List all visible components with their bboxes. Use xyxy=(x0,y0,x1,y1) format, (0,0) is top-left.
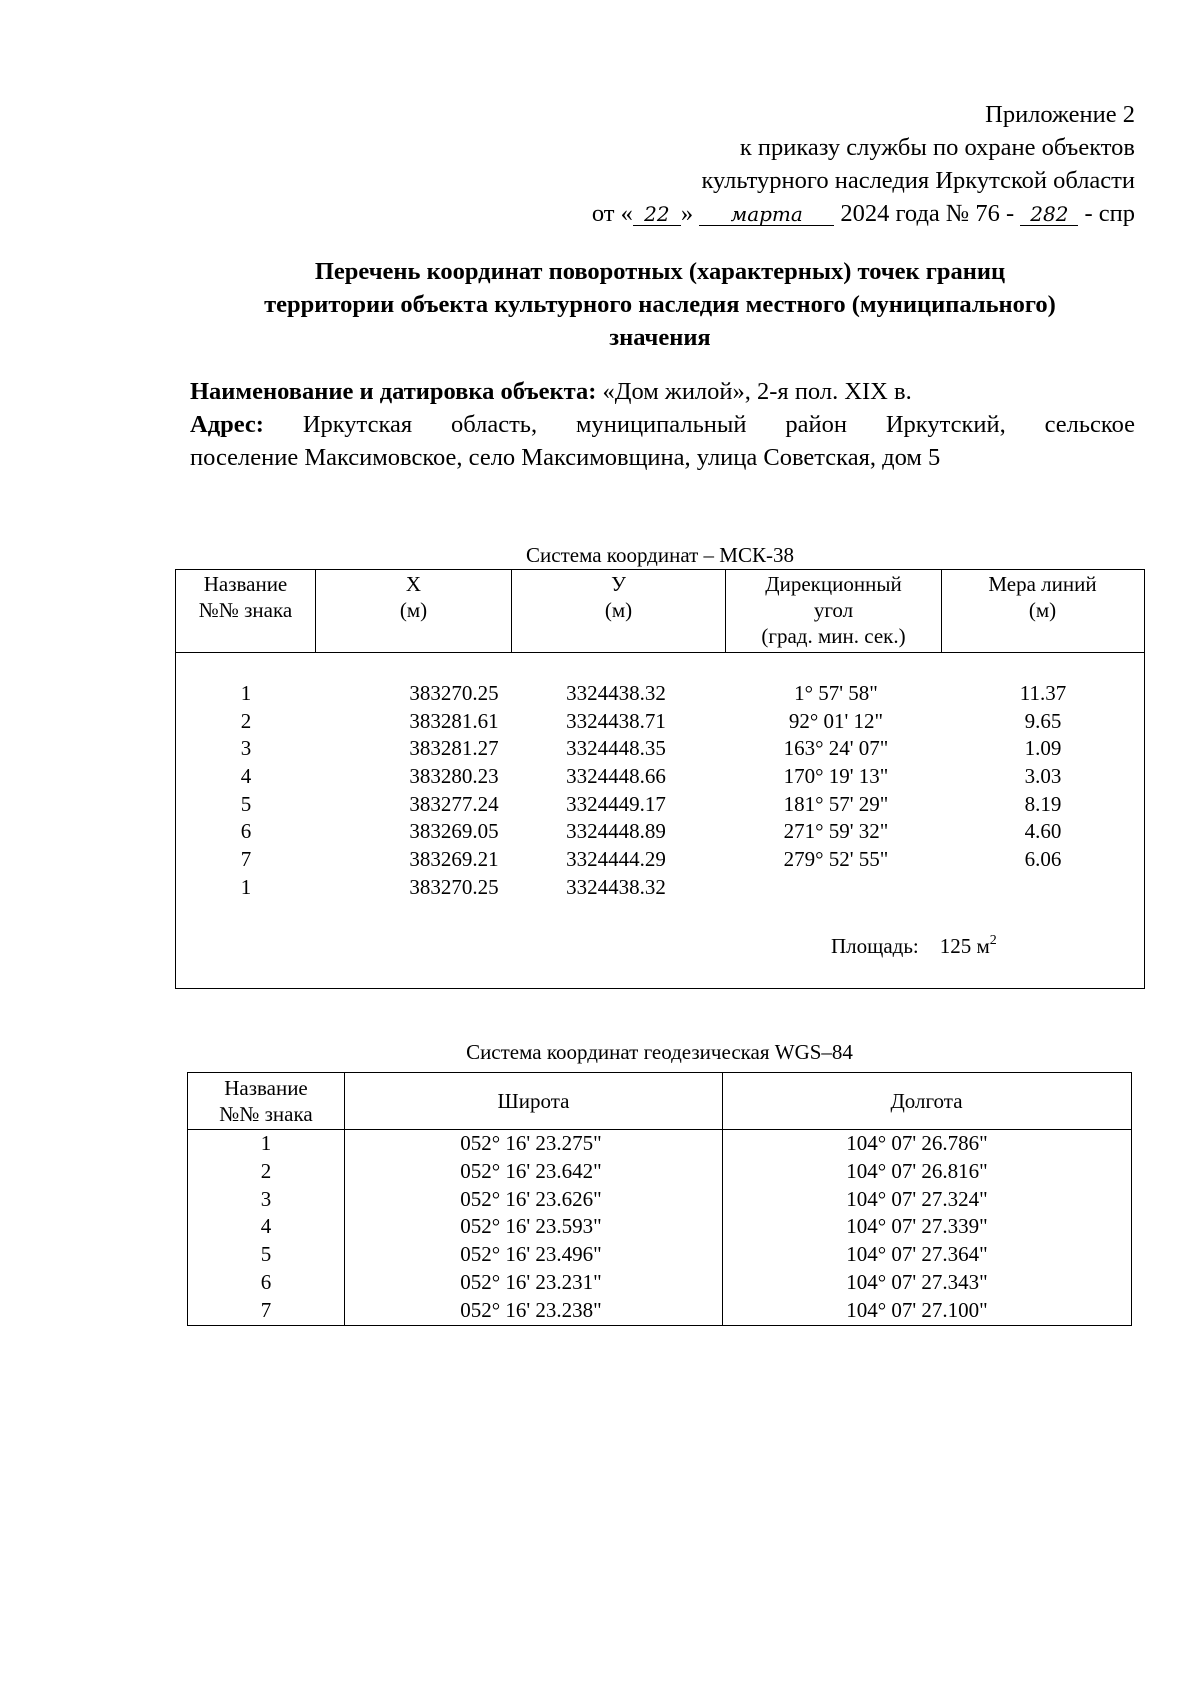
point-number: 3 xyxy=(240,736,252,761)
header-text: угол xyxy=(813,598,854,622)
point-number: 7 xyxy=(240,847,252,872)
table-row xyxy=(176,791,1144,819)
x-coordinate: 383281.27 xyxy=(409,736,499,761)
point-number: 1 xyxy=(240,874,252,899)
table-row xyxy=(188,1213,1131,1241)
object-address-label: Адрес: xyxy=(190,411,264,438)
wgs-table-body xyxy=(188,1130,1131,1325)
table-row xyxy=(176,874,1144,902)
header-point-name xyxy=(176,570,316,652)
object-address-value-2: поселение Максимовское, село Максимовщина, улица Советская, дом 5 xyxy=(190,444,941,471)
line-length: 4.60 xyxy=(1024,819,1062,844)
latitude: 052° 16' 23.496" xyxy=(460,1242,602,1267)
appendix-agency: культурного наследия Иркутской области xyxy=(701,167,1135,194)
object-address-value-1: Иркутская область, муниципальный район Иркутский, сельское xyxy=(302,411,1135,438)
header-text: (м) xyxy=(399,598,428,622)
msk-coordinates-table xyxy=(175,569,1145,989)
msk-table-body xyxy=(176,680,1144,902)
directional-angle: 181° 57' 29" xyxy=(783,791,889,816)
line-length: 8.19 xyxy=(1024,791,1062,816)
title-line-2: территории объекта культурного наследия местного (муниципального) xyxy=(264,291,1056,318)
line-length: 9.65 xyxy=(1024,708,1062,733)
y-coordinate: 3324438.32 xyxy=(566,874,666,899)
object-name-value: «Дом жилой», 2-я пол. XIX в. xyxy=(602,378,912,405)
header-text: У xyxy=(611,572,626,596)
object-address-row xyxy=(190,408,1135,441)
handwritten-day: 22 xyxy=(633,203,681,226)
latitude: 052° 16' 23.231" xyxy=(460,1269,602,1294)
area-label: Площадь: xyxy=(831,934,919,958)
appendix-title: Приложение 2 xyxy=(985,101,1135,128)
msk-table-caption: Система координат – МСК-38 xyxy=(526,543,794,567)
header-text: (м) xyxy=(604,598,633,622)
x-coordinate: 383269.21 xyxy=(409,847,499,872)
handwritten-order-number: 282 xyxy=(1020,203,1078,226)
y-coordinate: 3324438.32 xyxy=(566,681,666,705)
directional-angle: 279° 52' 55" xyxy=(783,847,889,872)
latitude: 052° 16' 23.238" xyxy=(460,1297,602,1322)
point-number: 5 xyxy=(240,791,252,816)
y-coordinate: 3324444.29 xyxy=(566,847,666,872)
directional-angle: 271° 59' 32" xyxy=(783,819,889,844)
x-coordinate: 383280.23 xyxy=(409,764,499,789)
object-name-label: Наименование и датировка объекта: xyxy=(190,378,597,405)
header-x xyxy=(316,570,512,652)
date-year-text: 2024 года № 76 - xyxy=(840,200,1015,227)
line-length: 1.09 xyxy=(1024,736,1062,761)
point-number: 3 xyxy=(260,1186,272,1211)
longitude: 104° 07' 27.100" xyxy=(846,1297,988,1322)
header-text: Мера линий xyxy=(988,572,1097,596)
latitude: 052° 16' 23.275" xyxy=(460,1131,602,1155)
latitude: 052° 16' 23.642" xyxy=(460,1158,602,1183)
directional-angle: 163° 24' 07" xyxy=(783,736,889,761)
directional-angle: 1° 57' 58" xyxy=(794,681,878,705)
handwritten-month: марта xyxy=(699,203,834,226)
point-number: 4 xyxy=(260,1214,272,1239)
order-suffix: - спр xyxy=(1084,200,1135,227)
table-row xyxy=(188,1158,1131,1186)
table-row xyxy=(176,680,1144,708)
x-coordinate: 383269.05 xyxy=(409,819,499,844)
date-mid: » xyxy=(680,200,694,227)
table-row xyxy=(176,846,1144,874)
x-coordinate: 383277.24 xyxy=(409,791,499,816)
object-name-row xyxy=(190,375,1135,408)
header-text: X xyxy=(405,572,422,596)
msk-table-header xyxy=(176,570,1144,653)
header-text: (м) xyxy=(1028,598,1057,622)
x-coordinate: 383270.25 xyxy=(409,681,499,705)
wgs-table-caption: Система координат геодезическая WGS–84 xyxy=(466,1040,853,1064)
point-number: 7 xyxy=(260,1297,272,1322)
table-row xyxy=(188,1297,1131,1325)
directional-angle: 92° 01' 12" xyxy=(788,708,884,733)
header-y xyxy=(512,570,726,652)
area-value: 125 м xyxy=(939,934,990,958)
table-row xyxy=(176,818,1144,846)
header-text: №№ знака xyxy=(198,598,293,622)
title-line-1: Перечень координат поворотных (характерных) точек границ xyxy=(314,258,1006,285)
table-row xyxy=(176,763,1144,791)
table-row xyxy=(188,1186,1131,1214)
table-row xyxy=(188,1241,1131,1269)
document-title xyxy=(180,255,1140,354)
title-line-3: значения xyxy=(609,324,711,351)
appendix-order-ref: к приказу службы по охране объектов xyxy=(739,134,1135,161)
point-number: 6 xyxy=(260,1269,272,1294)
wgs-header-latitude: Широта xyxy=(345,1073,723,1129)
header-text: (град. мин. сек.) xyxy=(761,624,906,648)
table-row xyxy=(176,708,1144,736)
point-number: 5 xyxy=(260,1242,272,1267)
header-text: Название xyxy=(203,572,288,596)
header-angle xyxy=(726,570,942,652)
y-coordinate: 3324438.71 xyxy=(566,708,666,733)
table-row xyxy=(188,1130,1131,1158)
latitude: 052° 16' 23.626" xyxy=(460,1186,602,1211)
longitude: 104° 07' 27.343" xyxy=(846,1269,988,1294)
wgs-header-longitude: Долгота xyxy=(890,1089,963,1113)
point-number: 2 xyxy=(260,1158,272,1183)
x-coordinate: 383270.25 xyxy=(409,874,499,899)
wgs-coordinates-table xyxy=(187,1072,1132,1326)
y-coordinate: 3324448.89 xyxy=(566,819,666,844)
y-coordinate: 3324448.35 xyxy=(566,736,666,761)
point-number: 4 xyxy=(240,764,252,789)
longitude: 104° 07' 26.816" xyxy=(846,1158,988,1183)
x-coordinate: 383281.61 xyxy=(409,708,499,733)
point-number: 6 xyxy=(240,819,252,844)
wgs-table-header xyxy=(188,1073,1131,1130)
wgs-header-point-name xyxy=(188,1073,345,1129)
point-number: 2 xyxy=(240,708,252,733)
point-number: 1 xyxy=(240,681,252,705)
longitude: 104° 07' 27.364" xyxy=(846,1242,988,1267)
y-coordinate: 3324449.17 xyxy=(566,791,666,816)
point-number: 1 xyxy=(260,1131,272,1155)
date-prefix: от « xyxy=(591,200,633,227)
longitude: 104° 07' 27.324" xyxy=(846,1186,988,1211)
table-row xyxy=(188,1269,1131,1297)
header-line-length xyxy=(942,570,1143,652)
header-text: Название xyxy=(224,1076,308,1100)
table-row xyxy=(176,735,1144,763)
latitude: 052° 16' 23.593" xyxy=(460,1214,602,1239)
area-row xyxy=(831,933,997,959)
directional-angle: 170° 19' 13" xyxy=(783,764,889,789)
longitude: 104° 07' 26.786" xyxy=(846,1131,988,1155)
header-text: №№ знака xyxy=(219,1102,313,1126)
line-length: 6.06 xyxy=(1024,847,1062,872)
appendix-header xyxy=(592,98,1135,230)
appendix-date-line xyxy=(592,197,1135,230)
line-length: 11.37 xyxy=(1019,681,1067,705)
line-length: 3.03 xyxy=(1024,764,1062,789)
area-exponent: 2 xyxy=(989,933,997,948)
y-coordinate: 3324448.66 xyxy=(566,764,666,789)
longitude: 104° 07' 27.339" xyxy=(846,1214,988,1239)
object-info xyxy=(190,375,1135,474)
header-text: Дирекционный xyxy=(765,572,902,596)
